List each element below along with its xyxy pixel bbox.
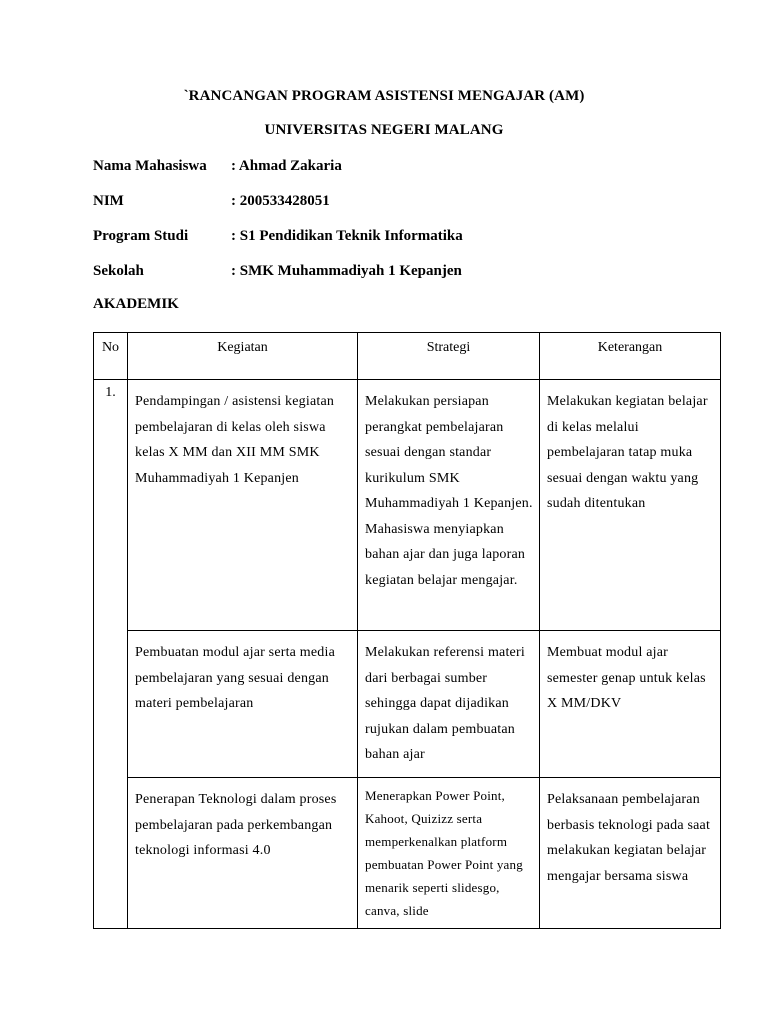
activity-table — [93, 332, 721, 929]
info-value: : S1 Pendidikan Teknik Informatika — [231, 228, 463, 244]
table-row — [94, 380, 721, 631]
strategi-text: Melakukan persiapan perangkat pembelajaran sesuai dengan standar kurikulum SMK Muhammadiyah 1 Kepanjen. Mahasiswa menyiapkan bahan ajar dan juga laporan kegiatan belajar mengajar. — [365, 394, 533, 588]
header-kegiatan: Kegiatan — [128, 333, 358, 380]
info-label: NIM — [93, 193, 124, 209]
table-row — [94, 631, 721, 778]
document-title: `RANCANGAN PROGRAM ASISTENSI MENGAJAR (AM) — [183, 88, 585, 104]
info-value: : SMK Muhammadiyah 1 Kepanjen — [231, 263, 462, 279]
keterangan-cell — [540, 631, 721, 778]
table-header-row — [94, 333, 721, 380]
info-label: Program Studi — [93, 228, 189, 244]
strategi-cell — [358, 380, 540, 631]
info-row-program-studi — [93, 226, 693, 246]
info-row-nim — [93, 191, 693, 211]
kegiatan-cell — [128, 778, 358, 929]
table-row — [94, 778, 721, 929]
strategi-text: Menerapkan Power Point, Kahoot, Quizizz serta memperkenalkan platform pembuatan Power Point yang menarik seperti slidesgo, canva, slide — [365, 788, 523, 918]
kegiatan-text: Penerapan Teknologi dalam proses pembelajaran pada perkembangan teknologi informasi 4.0 — [135, 792, 337, 858]
kegiatan-cell — [128, 631, 358, 778]
info-label: Sekolah — [93, 263, 144, 279]
info-value: : Ahmad Zakaria — [231, 158, 342, 174]
keterangan-cell — [540, 380, 721, 631]
header-no: No — [94, 333, 128, 380]
header-keterangan: Keterangan — [540, 333, 721, 380]
kegiatan-text: Pendampingan / asistensi kegiatan pembelajaran di kelas oleh siswa kelas X MM dan XII MM SMK Muhammadiyah 1 Kepanjen — [135, 394, 335, 486]
keterangan-text: Pelaksanaan pembelajaran berbasis teknologi pada saat melakukan kegiatan belajar mengajar bersama siswa — [547, 792, 711, 884]
row-number: 1. — [94, 380, 128, 929]
kegiatan-cell — [128, 380, 358, 631]
keterangan-text: Membuat modul ajar semester genap untuk kelas X MM/DKV — [547, 645, 706, 711]
document-subtitle: UNIVERSITAS NEGERI MALANG — [264, 122, 504, 138]
keterangan-text: Melakukan kegiatan belajar di kelas melalui pembelajaran tatap muka sesuai dengan waktu yang sudah ditentukan — [547, 394, 708, 511]
strategi-cell — [358, 778, 540, 929]
kegiatan-text: Pembuatan modul ajar serta media pembelajaran yang sesuai dengan materi pembelajaran — [135, 645, 336, 711]
strategi-cell — [358, 631, 540, 778]
info-row-sekolah — [93, 261, 693, 281]
section-title: AKADEMIK — [93, 296, 179, 312]
info-value: : 200533428051 — [231, 193, 330, 209]
header-strategi: Strategi — [358, 333, 540, 380]
strategi-text: Melakukan referensi materi dari berbagai sumber sehingga dapat dijadikan rujukan dalam pembuatan bahan ajar — [365, 645, 525, 762]
info-row-nama — [93, 156, 693, 176]
info-label: Nama Mahasiswa — [93, 158, 207, 174]
keterangan-cell — [540, 778, 721, 929]
